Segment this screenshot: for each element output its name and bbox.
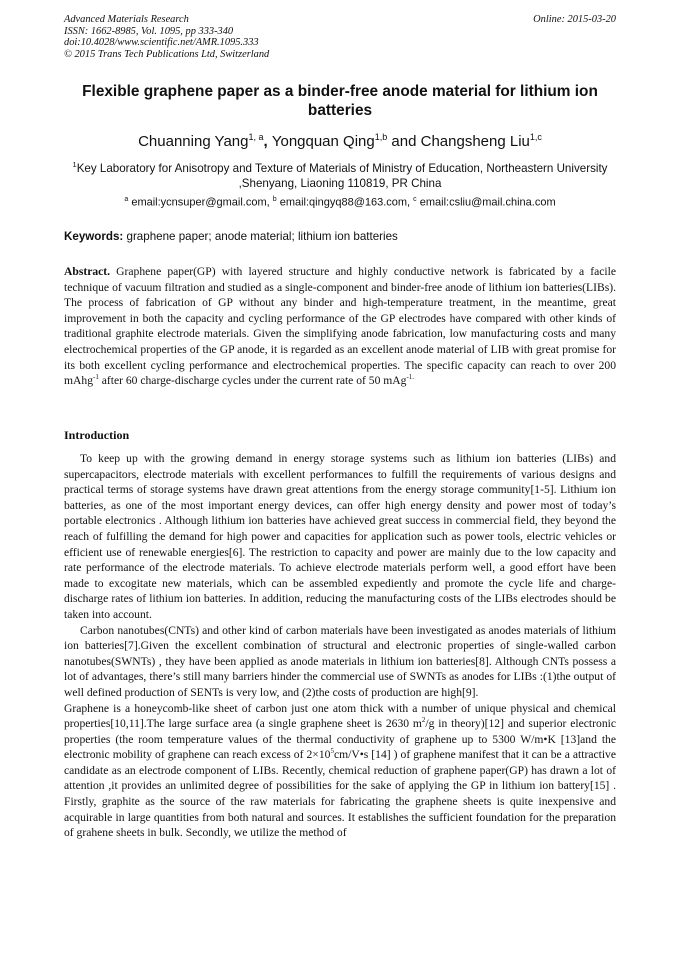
email-mark: b [272, 196, 277, 203]
paragraph: To keep up with the growing demand in energy storage systems such as lithium ion batteries (LIBs) and supercapacitors, electrode materials with excellent performances to fulfill the requirements of various designs and practical terms of storage systems have drawn great attentions from the energy storage community[1-5]. Lithium ion batteries, as one of the most important energy devices, can offer high energy density and power most of today’s portable electronics . Although lithium ion batteries have achieved great success in commercial field, they beyond the reach of fulfilling the demand for high power and capacities for application such as power tools, electric vehicles or efficient use of renewable energies[6]. The restriction to capacity and power are mainly due to the low capacity and rate performance of the electrode materials. To achieve electrode materials perform well, a good effort have been made to excogitate new materials, which can be assembled expediently and promote the cycle life and charge-discharge rates of lithium ion batteries. In addition, reducing the manufacturing costs of the LIBs electrodes should be taken into account. [64, 452, 616, 621]
paragraph-text: /g in theory)[12] and superior electronic properties (the room temperature values of the thermal conductivity of graphene up to 5300 W/m•K [13]and the electronic mobility of graphene can reach excess of 2×10 [64, 717, 616, 762]
abstract-superscript: -1. [406, 373, 415, 382]
abstract-text: after 60 charge-discharge cycles under the current rate of 50 mAg [98, 374, 407, 388]
paragraph [64, 701, 616, 841]
author-separator: and [387, 133, 421, 150]
email-mark: c [413, 196, 417, 203]
journal-name: Advanced Materials Research [64, 14, 189, 25]
journal-doi[interactable]: doi:10.4028/www.scientific.net/AMR.1095.333 [64, 37, 259, 49]
journal-info [64, 14, 269, 60]
abstract [64, 264, 616, 389]
paragraph: Carbon nanotubes(CNTs) and other kind of carbon materials have been investigated as anodes materials of lithium ion batteries[7].Given the excellent combination of structural and electronic properties of single-walled carbon nanotubes(SWNTs) , they have been applied as anode materials in lithium ion batteries[8]. Although CNTs possess a lot of advantages, there’s still many barriers hinder the commercial use of SWNTs as anodes for LIBs :(1)the output of well defined production of SENTs is very low, and (2)the costs of production are high[9]. [64, 623, 616, 699]
paper-title: Flexible graphene paper as a binder-free anode material for lithium ion batteries [82, 83, 598, 119]
journal-issn: ISSN: 1662-8985, Vol. 1095, pp 333-340 [64, 25, 234, 37]
author-name: Chuanning Yang [138, 133, 249, 150]
paragraph-text: cm/V•s [14] ) of graphene manifest that it can be a attractive candidate as an electrode component of LIBs. Recently, chemical reduction of graphene paper(GP) has drawn a lot of attention ,it provides an unlimited degree of possibilities for the sake of applying the GP in lithium ion battery[15] . Firstly, graphite as the source of the raw materials for fabricating the graphene sheets is quite inexpensive and acquirable in large quantities from both natural and sources. It establishes the sufficient foundation for the preparation of grahene sheets in bulk. Secondly, we utilize the method of [64, 748, 616, 840]
keywords [64, 230, 616, 244]
affiliation-text: Key Laboratory for Anisotropy and Texture of Materials of Ministry of Education, Northeastern University ,Shenyang, Liaoning 110819, PR China [76, 161, 608, 191]
author-separator: , [263, 133, 272, 150]
superscript: 2 [421, 716, 426, 725]
author-affil-mark: 1, a [248, 132, 264, 142]
email-link[interactable]: email:qingyq88@163.com, [279, 196, 414, 209]
author-name: Yongquan Qing [271, 133, 375, 150]
journal-copyright: © 2015 Trans Tech Publications Ltd, Switzerland [64, 48, 270, 60]
paragraph-text: Graphene is a honeycomb-like sheet of carbon just one atom thick with a number of unique physical and chemical properties[10,11].The large surface area (a single graphene sheet is 2630 m [64, 701, 616, 731]
email-mark: a [124, 196, 129, 203]
abstract-label: Abstract. [64, 265, 111, 278]
introduction-body [64, 451, 616, 841]
keywords-label: Keywords: [64, 230, 124, 243]
author-name: Changsheng Liu [420, 133, 530, 150]
author-affil-mark: 1,c [529, 132, 542, 142]
email-link[interactable]: email:csliu@mail.china.com [419, 196, 556, 209]
superscript: 5 [330, 747, 334, 756]
email-link[interactable]: email:ycnsuper@gmail.com, [131, 196, 273, 209]
author-affil-mark: 1,b [374, 132, 388, 142]
abstract-text: Graphene paper(GP) with layered structure and highly conductive network is fabricated by a facile technique of vacuum filtration and studied as a single-component and binder-free anode of lithium ion batteries(LIBs). The process of fabrication of GP without any binder and high-temperature treatment, in the meantime, great improvement in both the capacity and cycling performance of the GP electrodes have compared with other kinds of traditional graphite electrode materials. Given the simplifying anode fabrication, low manufacturing costs and many electrochemical properties of the GP anode, it is regarded as an excellent anode material of LIB with great promise for its both excellent cycling performance and electrochemical properties. The specific capacity can reach to over 200 mAhg [64, 265, 616, 388]
author-list [64, 128, 616, 151]
online-date: Online: 2015-03-20 [533, 14, 616, 25]
affiliation [64, 157, 616, 192]
affiliation-mark: 1 [72, 160, 77, 169]
email-list [64, 193, 616, 210]
abstract-superscript: -1 [92, 373, 99, 382]
section-heading-introduction: Introduction [64, 428, 130, 442]
keywords-text: graphene paper; anode material; lithium ion batteries [123, 230, 398, 243]
